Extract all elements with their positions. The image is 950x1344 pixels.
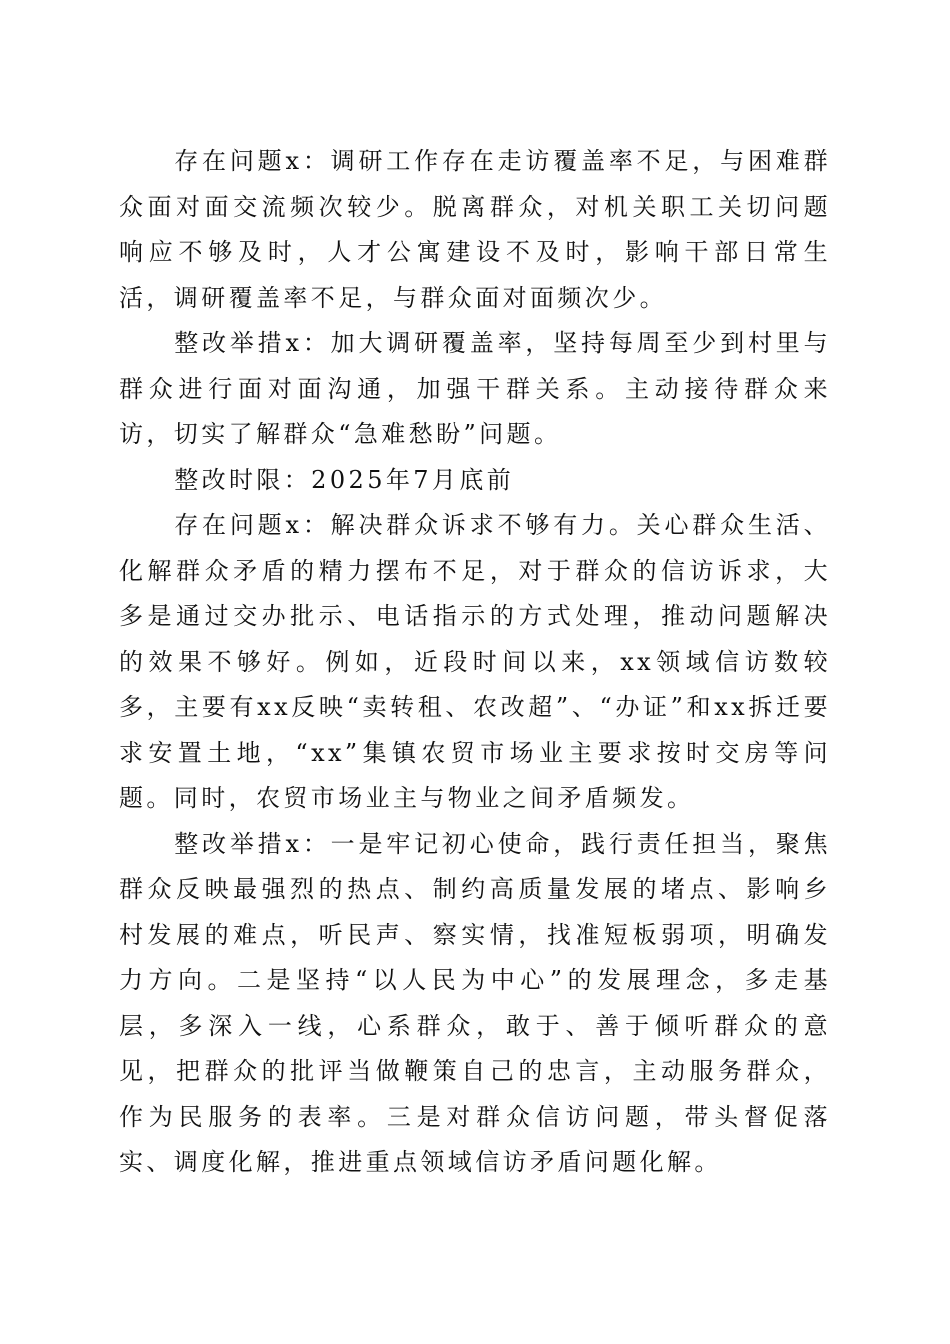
paragraph-problem-2: 存在问题x：解决群众诉求不够有力。关心群众生活、化解群众矛盾的精力摆布不足，对于群众的信访诉求，大多是通过交办批示、电话指示的方式处理，推动问题解决的效果不够好。例如，近段时间以来，xx领域信访数较多，主要有xx反映“卖转租、农改超”、“办证”和xx拆迁要求安置土地，“xx”集镇农贸市场业主要求按时交房等问题。同时，农贸市场业主与物业之间矛盾频发。 [119, 511, 831, 812]
document-body [119, 139, 831, 1186]
paragraph-deadline: 整改时限：2025年7月底前 [174, 465, 515, 494]
paragraph-problem-1: 存在问题x：调研工作存在走访覆盖率不足，与困难群众面对面交流频次较少。脱离群众，对机关职工关切问题响应不够及时，人才公寓建设不及时，影响干部日常生活，调研覆盖率不足，与群众面对面频次少。 [119, 147, 831, 312]
paragraph-measure-2: 整改举措x：一是牢记初心使命，践行责任担当，聚焦群众反映最强烈的热点、制约高质量发展的堵点、影响乡村发展的难点，听民声、察实情，找准短板弱项，明确发力方向。二是坚持“以人民为中心”的发展理念，多走基层，多深入一线，心系群众，敢于、善于倾听群众的意见，把群众的批评当做鞭策自己的忠言，主动服务群众，作为民服务的表率。三是对群众信访问题，带头督促落实、调度化解，推进重点领域信访矛盾问题化解。 [119, 829, 831, 1176]
paragraph-measure-1: 整改举措x：加大调研覆盖率，坚持每周至少到村里与群众进行面对面沟通，加强干群关系。主动接待群众来访，切实了解群众“急难愁盼”问题。 [119, 329, 831, 448]
